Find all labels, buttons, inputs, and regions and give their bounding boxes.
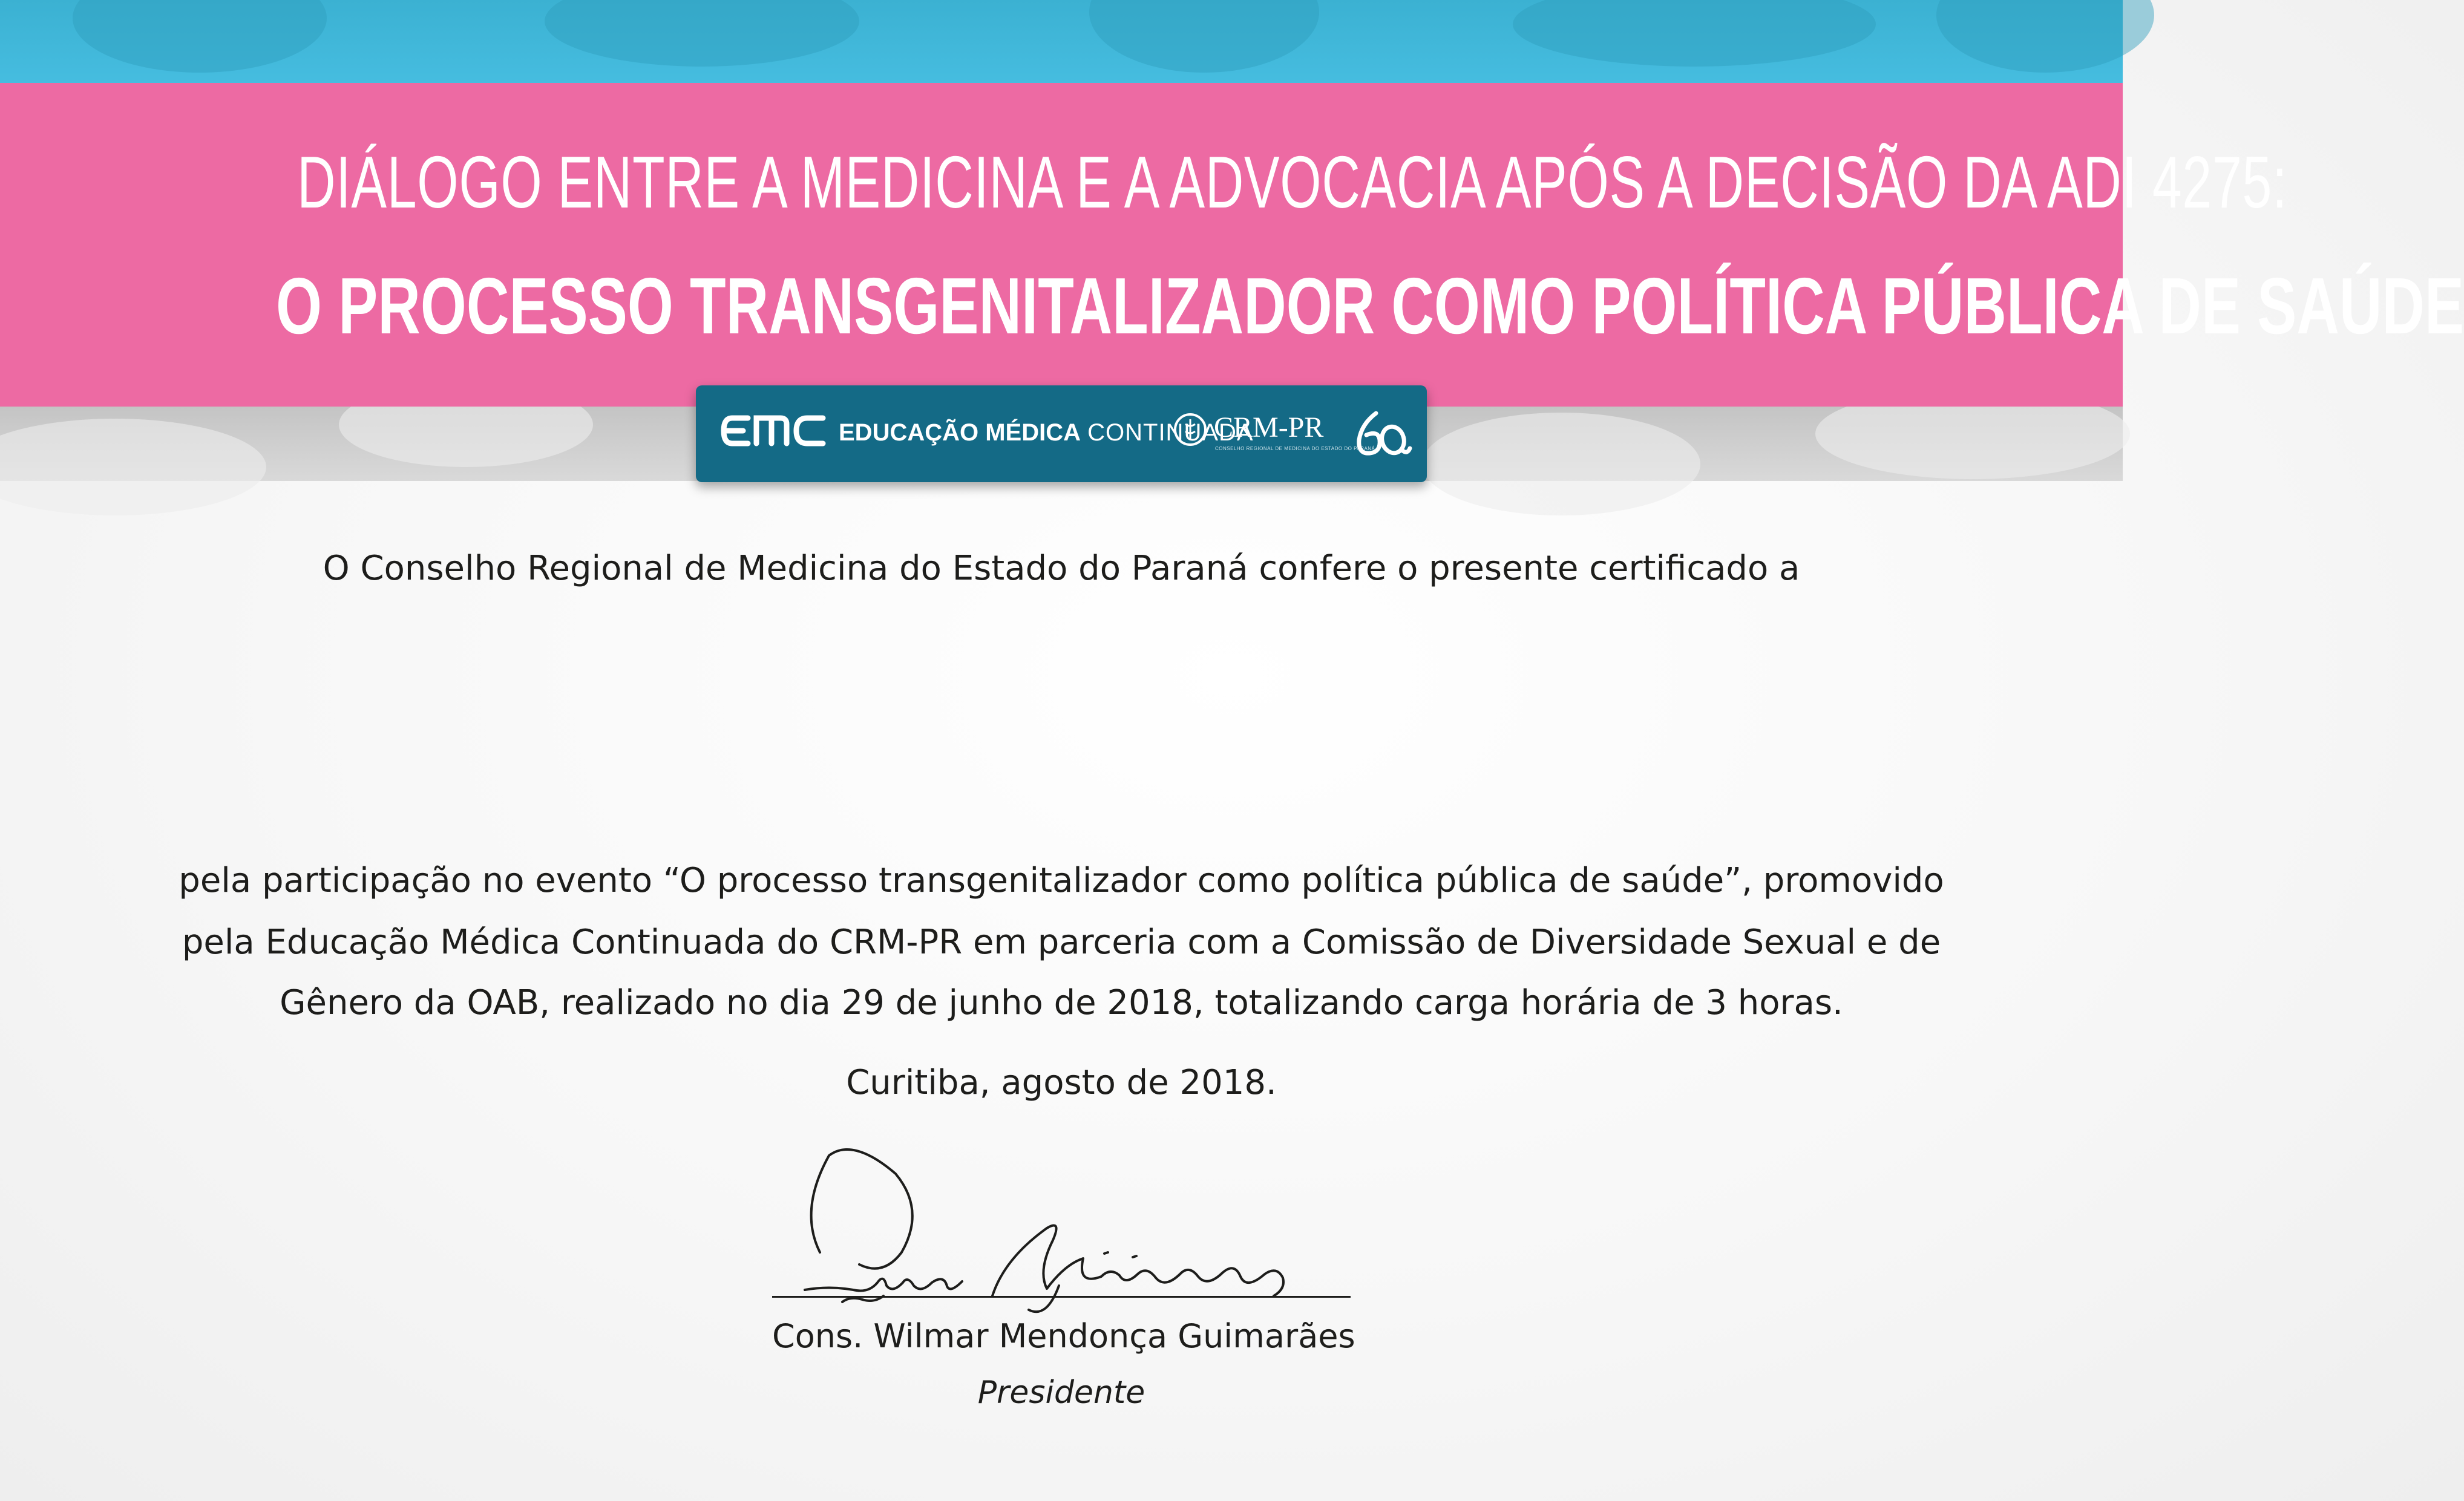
certificate-body-line-3: Gênero da OAB, realizado no dia 29 de junho de 2018, totalizando carga horária de 3 horas. — [280, 983, 1843, 1022]
signature-line — [772, 1296, 1351, 1298]
event-title-line-2: O PROCESSO TRANSGENITALIZADOR COMO POLÍTICA PÚBLICA DE SAÚDE — [276, 261, 2464, 350]
emc-name-bold: EDUCAÇÃO MÉDICA — [839, 419, 1081, 446]
certificate-body-line-2: pela Educação Médica Continuada do CRM-PR em parceria com a Comissão de Diversidade Sexual e de — [182, 923, 1941, 962]
sixty-years-logo-icon — [1351, 406, 1411, 460]
place-and-date: Curitiba, agosto de 2018. — [846, 1063, 1277, 1102]
signatory-name: Cons. Wilmar Mendonça Guimarães — [772, 1317, 1355, 1355]
crm-seal-icon — [1173, 412, 1208, 447]
event-title-line-1: DIÁLOGO ENTRE A MEDICINA E A ADVOCACIA APÓS A DECISÃO DA ADI 4275: — [297, 141, 2288, 223]
handwritten-signature — [762, 1137, 1331, 1319]
crm-pr-name: CRM-PR — [1214, 411, 1324, 443]
header-top-texture — [0, 0, 2123, 85]
certificate-intro: O Conselho Regional de Medicina do Estado do Paraná confere o presente certificado a — [323, 549, 1800, 588]
header-banner — [0, 83, 2464, 407]
certificate-body-line-1: pela participação no evento “O processo transgenitalizador como política pública de saúde”, promovido — [179, 861, 1944, 900]
logo-bar — [696, 385, 1427, 482]
signatory-role: Presidente — [977, 1375, 1145, 1411]
emc-logo-icon — [719, 410, 828, 452]
crm-pr-subtitle: CONSELHO REGIONAL DE MEDICINA DO ESTADO DO PARANÁ — [1215, 446, 1375, 451]
recipient-name — [0, 696, 2123, 738]
emc-name-light: CONTINUADA — [1087, 419, 1254, 446]
